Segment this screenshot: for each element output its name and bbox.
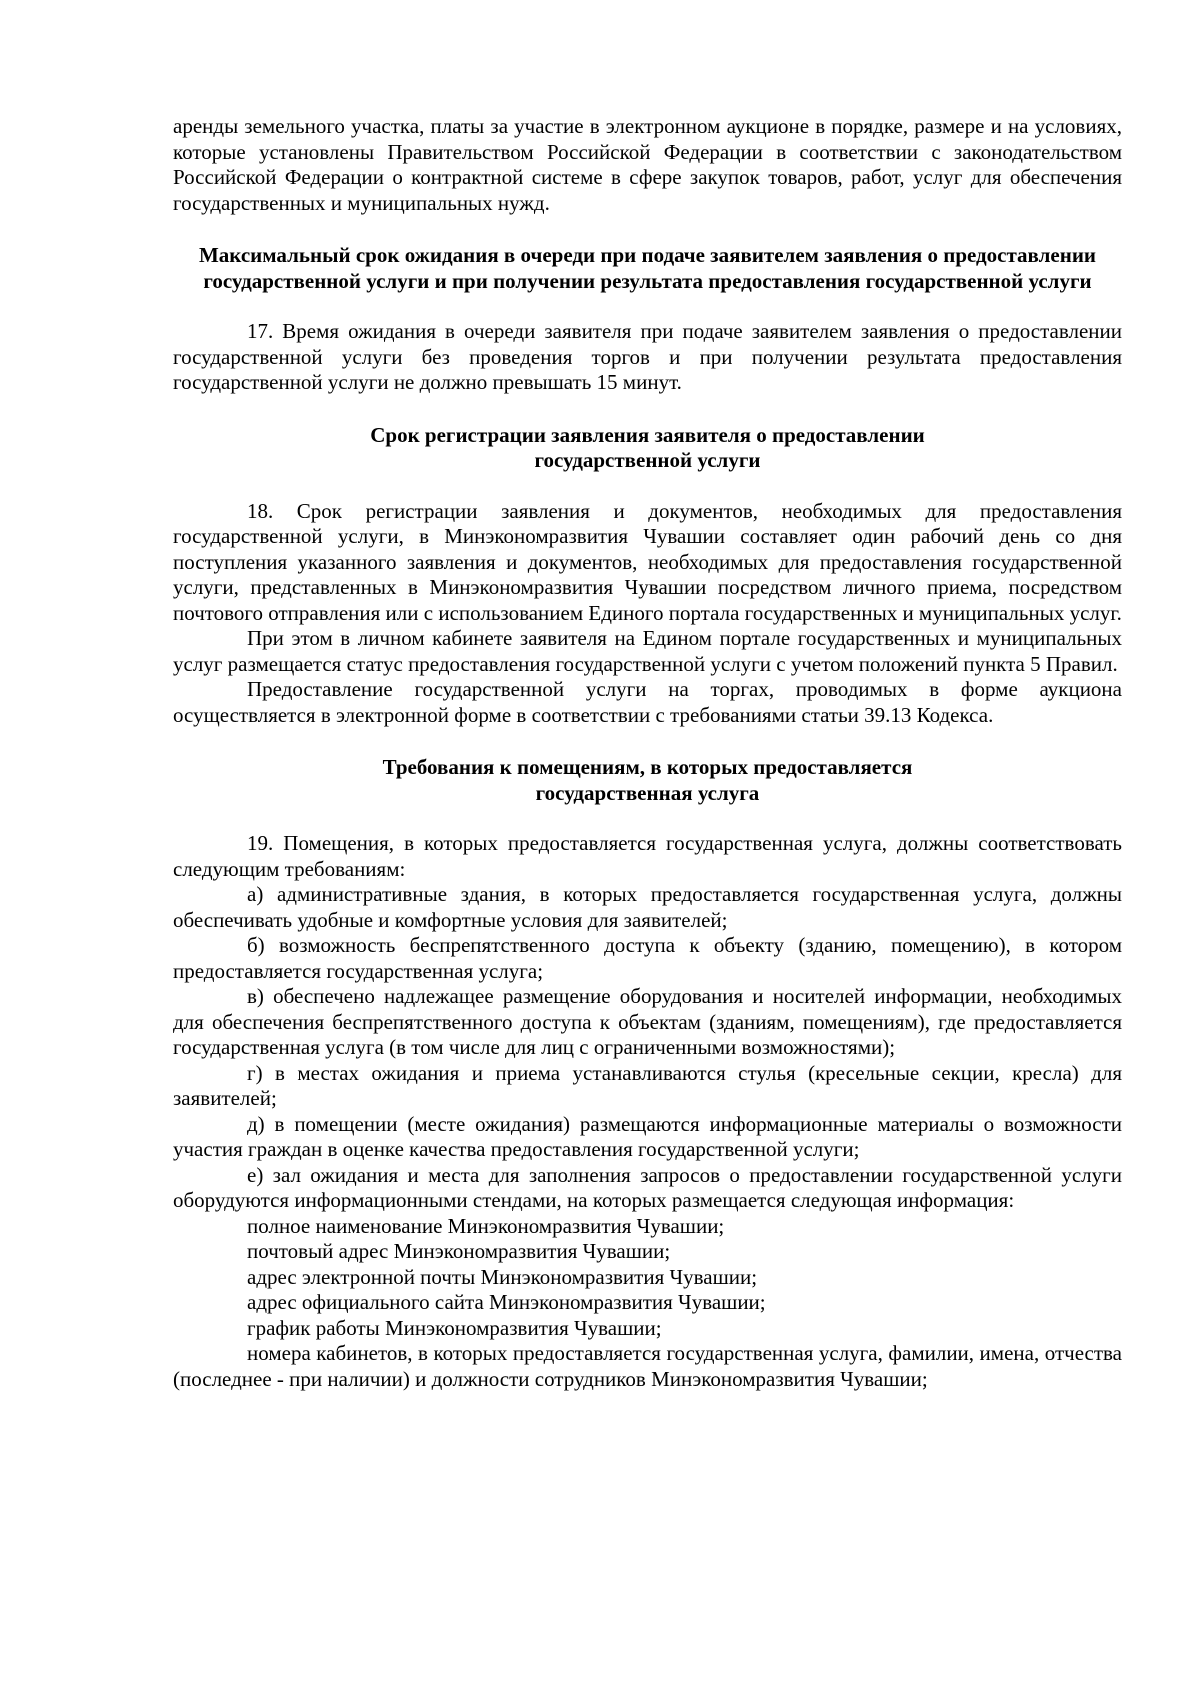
- heading-queue-time: Максимальный срок ожидания в очереди при подаче заявителем заявления о предоставлении государственной услуги и при получении результата предоставления государственной услуги: [198, 243, 1097, 293]
- info-list-item: адрес электронной почты Минэкономразвития Чувашии;: [247, 1264, 758, 1289]
- list-item-v: в) обеспечено надлежащее размещение оборудования и носителей информации, необходимых для обеспечения беспрепятственного доступа к объектам (зданиям, помещениям), где предоставляется государственная услуга (в том числе для лиц с ограниченными возможностями);: [173, 984, 1122, 1059]
- info-list-item: адрес официального сайта Минэкономразвития Чувашии;: [247, 1290, 766, 1314]
- document-page: [173, 114, 1122, 1392]
- paragraph-18-status: При этом в личном кабинете заявителя на Едином портале государственных и муниципальных услуг размещается статус предоставления государственной услуги с учетом положений пункта 5 Правил.: [173, 626, 1122, 676]
- paragraph-19: 19. Помещения, в которых предоставляется государственная услуга, должны соответствовать следующим требованиям:: [173, 831, 1122, 881]
- info-list-item: график работы Минэкономразвития Чувашии;: [247, 1315, 662, 1340]
- intro-paragraph: аренды земельного участка, платы за участие в электронном аукционе в порядке, размере и на условиях, которые установлены Правительством Российской Федерации в соответствии с законодательством Российской Федерации о контрактной системе в сфере закупок товаров, работ, услуг для обеспечения государственных и муниципальных нужд.: [173, 114, 1122, 215]
- paragraph-17: 17. Время ожидания в очереди заявителя при подаче заявителем заявления о предоставлении государственной услуги без проведения торгов и при получении результата предоставления государственной услуги не должно превышать 15 минут.: [173, 319, 1122, 394]
- list-item-a: а) административные здания, в которых предоставляется государственная услуга, должны обеспечивать удобные и комфортные условия для заявителей;: [173, 882, 1122, 932]
- list-item-cabinets: номера кабинетов, в которых предоставляется государственная услуга, фамилии, имена, отчества (последнее - при наличии) и должности сотрудников Минэкономразвития Чувашии;: [173, 1341, 1122, 1391]
- list-item-e: е) зал ожидания и места для заполнения запросов о предоставлении государственной услуги оборудуются информационными стендами, на которых размещается следующая информация:: [173, 1162, 1122, 1212]
- heading-premises-requirements: Требования к помещениям, в которых предоставляется государственная услуга: [382, 755, 913, 805]
- heading-registration-term: Срок регистрации заявления заявителя о предоставлении государственной услуги: [370, 422, 925, 472]
- info-list-item: полное наименование Минэкономразвития Чувашии;: [247, 1213, 725, 1238]
- paragraph-18: 18. Срок регистрации заявления и документов, необходимых для предоставления государственной услуги, в Минэкономразвития Чувашии составляет один рабочий день со дня поступления указанного заявления и документов, необходимых для предоставления государственной услуги, представленных в Минэкономразвития Чувашии посредством личного приема, посредством почтового отправления или с использованием Единого портала государственных и муниципальных услуг.: [173, 498, 1122, 625]
- list-item-g: г) в местах ожидания и приема устанавливаются стулья (кресельные секции, кресла) для заявителей;: [173, 1060, 1122, 1110]
- paragraph-18-auction: Предоставление государственной услуги на торгах, проводимых в форме аукциона осуществляется в электронной форме в соответствии с требованиями статьи 39.13 Кодекса.: [173, 677, 1122, 727]
- list-item-d: д) в помещении (месте ожидания) размещаются информационные материалы о возможности участия граждан в оценке качества предоставления государственной услуги;: [173, 1111, 1122, 1161]
- info-list-item: почтовый адрес Минэкономразвития Чувашии;: [247, 1239, 671, 1263]
- list-item-b: б) возможность беспрепятственного доступа к объекту (зданию, помещению), в котором предоставляется государственная услуга;: [173, 933, 1122, 983]
